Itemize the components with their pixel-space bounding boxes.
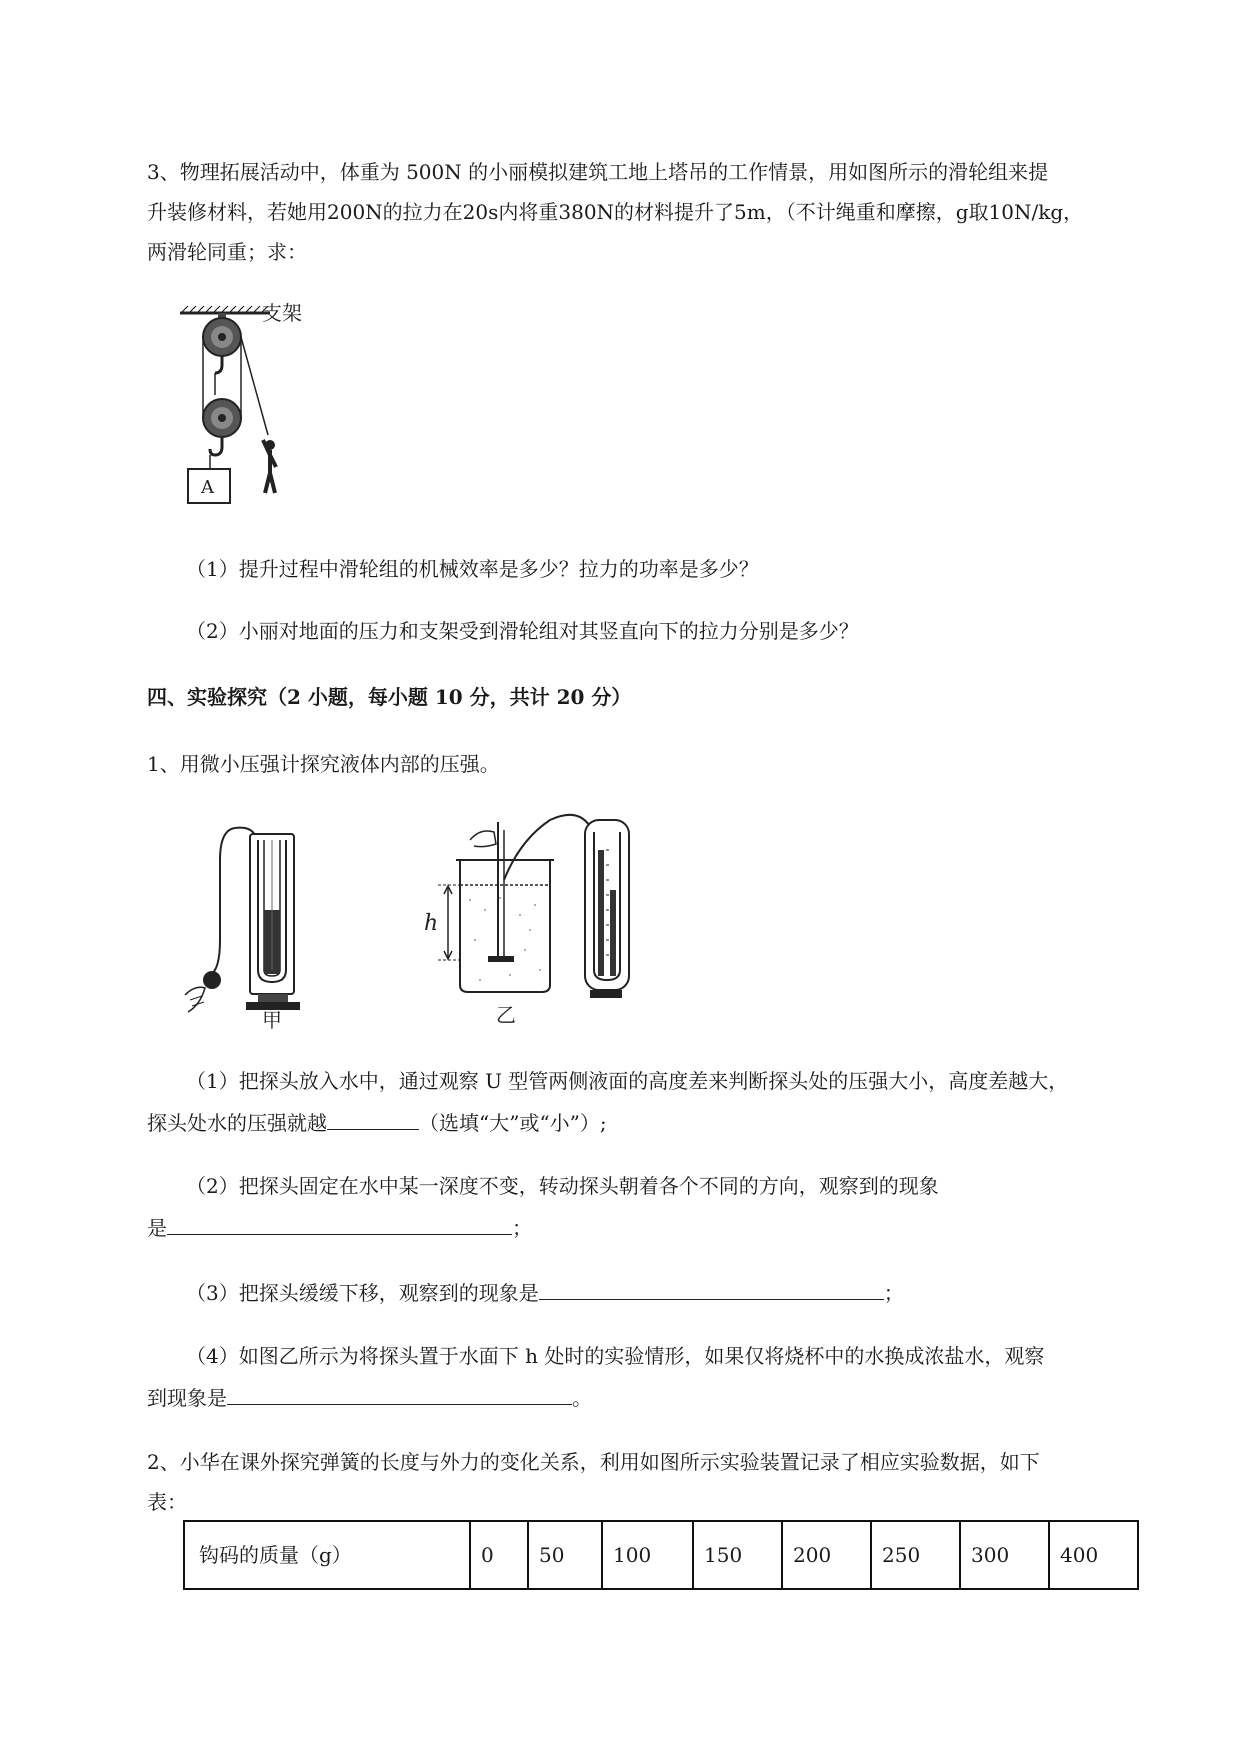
experiment-1-title: 1、用微小压强计探究液体内部的压强。: [147, 752, 500, 776]
table-header-cell: 钩码的质量（g）: [184, 1521, 470, 1589]
pressure-gauge-drawing-yi: [424, 810, 640, 1030]
e1-question-2-line-1: （2）把探头固定在水中某一深度不变，转动探头朝着各个不同的方向，观察到的现象: [186, 1174, 939, 1198]
bracket-label: 支架: [262, 301, 302, 325]
section-heading: 四、实验探究（2 小题，每小题 10 分，共计 20 分）: [147, 685, 632, 709]
e1-question-1-line-2: [147, 1107, 607, 1137]
answer-blank-2[interactable]: [167, 1212, 512, 1235]
e1-question-4-line-2: [147, 1382, 592, 1412]
answer-blank-1[interactable]: [327, 1107, 419, 1130]
experiment-2-line-1: 2、小华在课外探究弹簧的长度与外力的变化关系，利用如图所示实验装置记录了相应实验数据，如下: [147, 1450, 1040, 1474]
q3-text-line-2: 升装修材料，若她用200N的拉力在20s内将重380N的材料提升了5m，（不计绳重和摩擦，g取10N/kg，: [147, 200, 1084, 224]
e1-question-4-prefix: 到现象是: [147, 1386, 227, 1410]
table-cell: 250: [871, 1521, 960, 1589]
table-cell: 300: [960, 1521, 1049, 1589]
e1-question-1-suffix: （选填“大”或“小”）;: [419, 1111, 607, 1135]
pulley-system-figure: [170, 295, 330, 520]
table-row: [184, 1521, 1138, 1589]
e1-question-2-line-2: [147, 1212, 532, 1242]
pressure-gauge-figure-jia: [180, 820, 320, 1030]
pressure-gauge-drawing-jia: [180, 820, 320, 1030]
pressure-gauge-figure-yi: [424, 810, 640, 1030]
load-label: A: [201, 477, 214, 498]
e1-question-3-suffix: ；: [883, 1281, 904, 1305]
table-cell: 50: [528, 1521, 602, 1589]
e1-question-4-line-1: （4）如图乙所示为将探头置于水面下 h 处时的实验情形，如果仅将烧杯中的水换成浓盐水，观察: [186, 1344, 1045, 1368]
pulley-system-drawing: [170, 295, 330, 520]
depth-h-label: h: [424, 911, 439, 936]
e1-question-1-prefix: 探头处水的压强就越: [147, 1111, 327, 1135]
spring-data-table: [183, 1520, 1139, 1590]
answer-blank-4[interactable]: [227, 1382, 572, 1405]
e1-question-2-suffix: ；: [512, 1216, 532, 1240]
e1-question-1-line-1: （1）把探头放入水中，通过观察 U 型管两侧液面的高度差来判断探头处的压强大小，高度差越大，: [186, 1069, 1069, 1093]
q3-sub-question-1: （1）提升过程中滑轮组的机械效率是多少？拉力的功率是多少？: [186, 557, 759, 581]
e1-question-4-suffix: 。: [572, 1386, 592, 1410]
table-cell: 150: [693, 1521, 782, 1589]
q3-sub-question-2: （2）小丽对地面的压力和支架受到滑轮组对其竖直向下的拉力分别是多少？: [186, 619, 859, 643]
e1-question-2-prefix: 是: [147, 1216, 167, 1240]
e1-question-3-prefix: （3）把探头缓缓下移，观察到的现象是: [186, 1281, 539, 1305]
e1-question-3: [186, 1277, 904, 1307]
answer-blank-3[interactable]: [539, 1277, 884, 1300]
table-cell: 200: [782, 1521, 871, 1589]
q3-text-line-1: 3、物理拓展活动中，体重为 500N 的小丽模拟建筑工地上塔吊的工作情景，用如图所示的滑轮组来提: [147, 160, 1049, 184]
table-cell: 0: [470, 1521, 528, 1589]
table-cell: 100: [602, 1521, 693, 1589]
q3-text-line-3: 两滑轮同重；求：: [147, 240, 307, 264]
experiment-2-line-2: 表：: [147, 1490, 187, 1514]
figure-yi-label: 乙: [496, 1003, 516, 1027]
figure-jia-label: 甲: [262, 1008, 282, 1032]
table-cell: 400: [1049, 1521, 1138, 1589]
